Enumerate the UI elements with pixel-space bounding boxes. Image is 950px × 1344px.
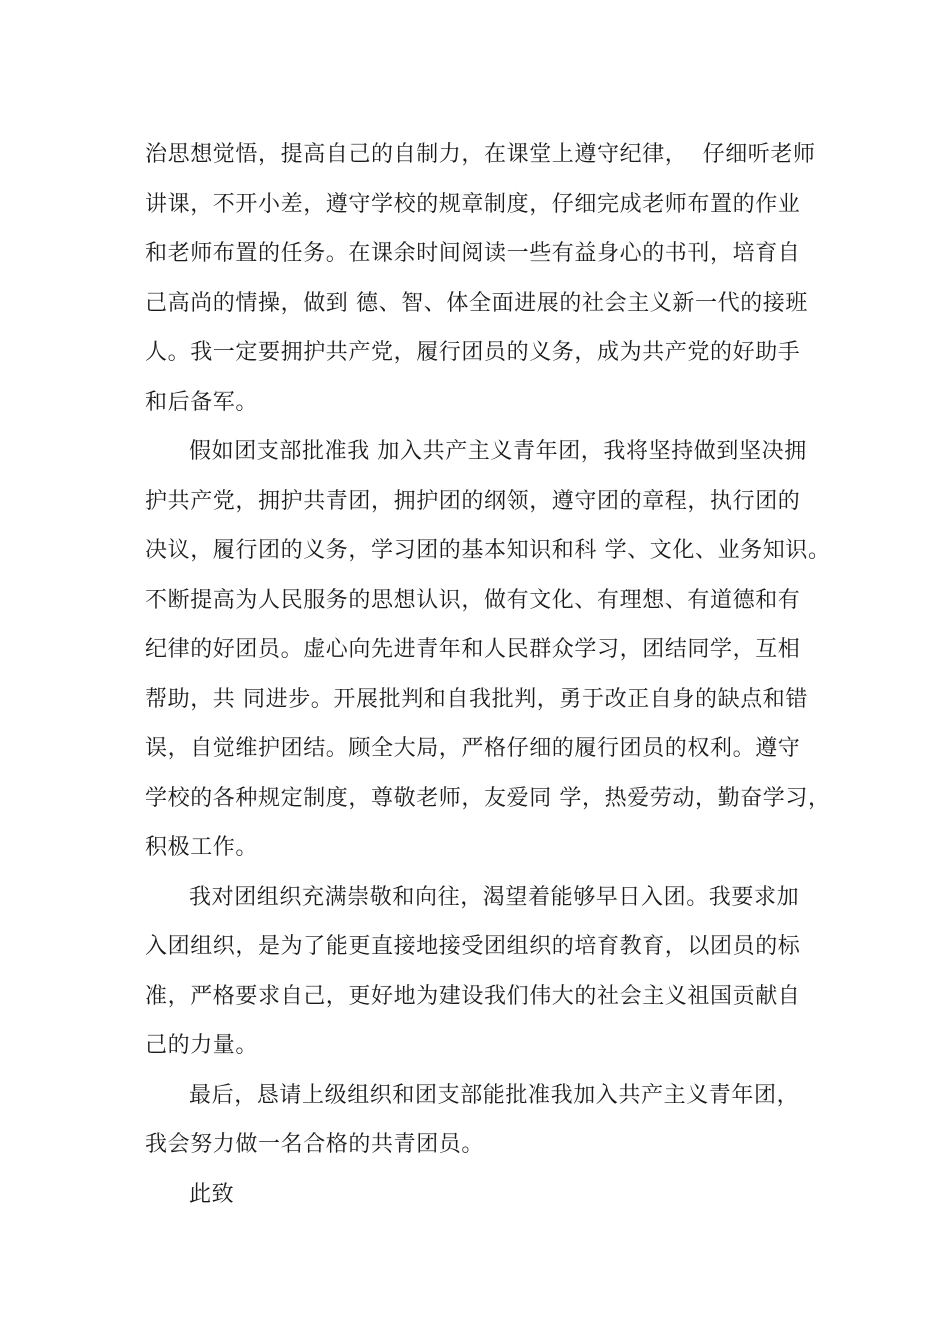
text-line: 我会努力做一名合格的共青团员。 [145, 1132, 485, 1157]
text-line: 帮助，共 同进步。开展批判和自我批判，勇于改正自身的缺点和错 [145, 686, 808, 712]
text-line: 己的力量。 [145, 1033, 259, 1058]
paragraph-first-line: 假如团支部批准我 加入共产主义青年团，我将坚持做到坚决拥 [189, 439, 807, 464]
text-line: 护共产党，拥护共青团，拥护团的纲领，遵守团的章程，执行团的 [145, 488, 801, 514]
text-line: 纪律的好团员。虚心向先进青年和人民群众学习，团结同学，互相 [145, 637, 801, 662]
text-line: 和后备军。 [145, 389, 259, 415]
text-line: 人。我一定要拥护共产党，履行团员的义务，成为共产党的好助手 [145, 340, 801, 365]
text-line: 学校的各种规定制度，尊敬老师，友爱同 学，热爱劳动，勤奋学习， [145, 785, 831, 811]
paragraph-first-line: 最后，恳请上级组织和团支部能批准我加入共产主义青年团， [189, 1082, 800, 1108]
text-line: 积极工作。 [145, 835, 259, 860]
text-line: 准，严格要求自己，更好地为建设我们伟大的社会主义祖国贡献自 [145, 983, 801, 1009]
text-line: 讲课，不开小差，遵守学校的规章制度，仔细完成老师布置的作业 [145, 191, 801, 217]
text-line: 不断提高为人民服务的思想认识，做有文化、有理想、有道德和有 [145, 587, 801, 613]
document-body [145, 130, 831, 1219]
paragraph-first-line: 我对团组织充满崇敬和向往，渴望着能够早日入团。我要求加 [189, 884, 800, 910]
text-line: 和老师布置的任务。在课余时间阅读一些有益身心的书刊，培育自 [145, 241, 801, 266]
text-line: 决议，履行团的义务，学习团的基本知识和科 学、文化、业务知识。 [145, 538, 831, 563]
text-line: 入团组织，是为了能更直接地接受团组织的培育教育，以团员的标 [145, 934, 801, 959]
text-line: 治思想觉悟，提高自己的自制力，在课堂上遵守纪律， 仔细听老师 [145, 142, 816, 167]
text-line: 己高尚的情操，做到 德、智、体全面进展的社会主义新一代的接班 [145, 290, 808, 316]
closing-salutation: 此致 [189, 1181, 235, 1207]
text-line: 误，自觉维护团结。顾全大局，严格仔细的履行团员的权利。遵守 [145, 736, 801, 761]
